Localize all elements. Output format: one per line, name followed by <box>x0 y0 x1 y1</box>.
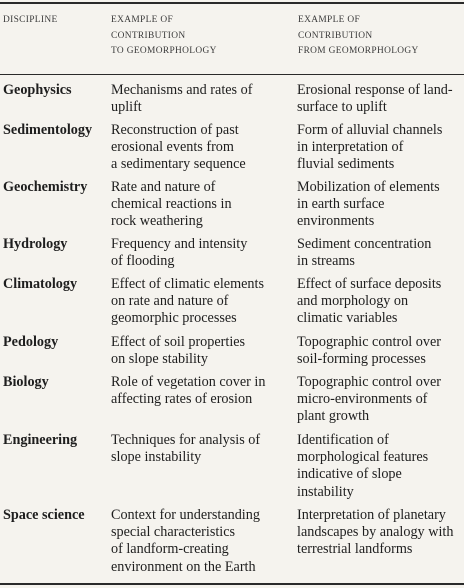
top-rule <box>0 2 464 4</box>
from-geomorphology-cell: Topographic control over soil-forming processes <box>297 334 441 368</box>
to-geomorphology-cell: Techniques for analysis of slope instability <box>111 432 261 466</box>
discipline-cell: Space science <box>3 507 85 523</box>
to-geomorphology-cell: Role of vegetation cover in affecting rates of erosion <box>111 374 266 408</box>
from-geomorphology-cell: Erosional response of land- surface to uplift <box>297 82 453 116</box>
bottom-rule <box>0 583 464 585</box>
to-geomorphology-cell: Frequency and intensity of flooding <box>111 236 248 270</box>
discipline-cell: Climatology <box>3 276 78 292</box>
discipline-cell: Pedology <box>3 334 59 350</box>
from-geomorphology-cell: Sediment concentration in streams <box>297 236 432 270</box>
from-geomorphology-cell: Effect of surface deposits and morphology on climatic variables <box>297 276 442 327</box>
to-geomorphology-cell: Effect of soil properties on slope stability <box>111 334 246 368</box>
discipline-cell: Engineering <box>3 432 78 448</box>
from-geomorphology-cell: Mobilization of elements in earth surface environments <box>297 179 440 230</box>
to-geomorphology-cell: Context for understanding special characteristics of landform-creating environment on the Earth <box>111 507 260 575</box>
discipline-cell: Geophysics <box>3 82 72 98</box>
discipline-cell: Sedimentology <box>3 122 93 138</box>
to-geomorphology-cell: Rate and nature of chemical reactions in rock weathering <box>111 179 232 230</box>
to-geomorphology-cell: Reconstruction of past erosional events from a sedimentary sequence <box>111 122 246 173</box>
header-contribution-from: EXAMPLE OF CONTRIBUTION FROM GEOMORPHOLOGY <box>298 15 419 56</box>
header-contribution-to: EXAMPLE OF CONTRIBUTION TO GEOMORPHOLOGY <box>111 15 217 56</box>
header-rule <box>0 74 464 75</box>
to-geomorphology-cell: Effect of climatic elements on rate and nature of geomorphic processes <box>111 276 264 327</box>
from-geomorphology-cell: Identification of morphological features indicative of slope instability <box>297 432 429 500</box>
header-discipline: DISCIPLINE <box>3 15 58 25</box>
from-geomorphology-cell: Topographic control over micro-environments of plant growth <box>297 374 441 425</box>
discipline-cell: Hydrology <box>3 236 68 252</box>
to-geomorphology-cell: Mechanisms and rates of uplift <box>111 82 253 116</box>
discipline-cell: Biology <box>3 374 49 390</box>
from-geomorphology-cell: Interpretation of planetary landscapes by analogy with terrestrial landforms <box>297 507 454 558</box>
from-geomorphology-cell: Form of alluvial channels in interpretation of fluvial sediments <box>297 122 443 173</box>
discipline-cell: Geochemistry <box>3 179 88 195</box>
